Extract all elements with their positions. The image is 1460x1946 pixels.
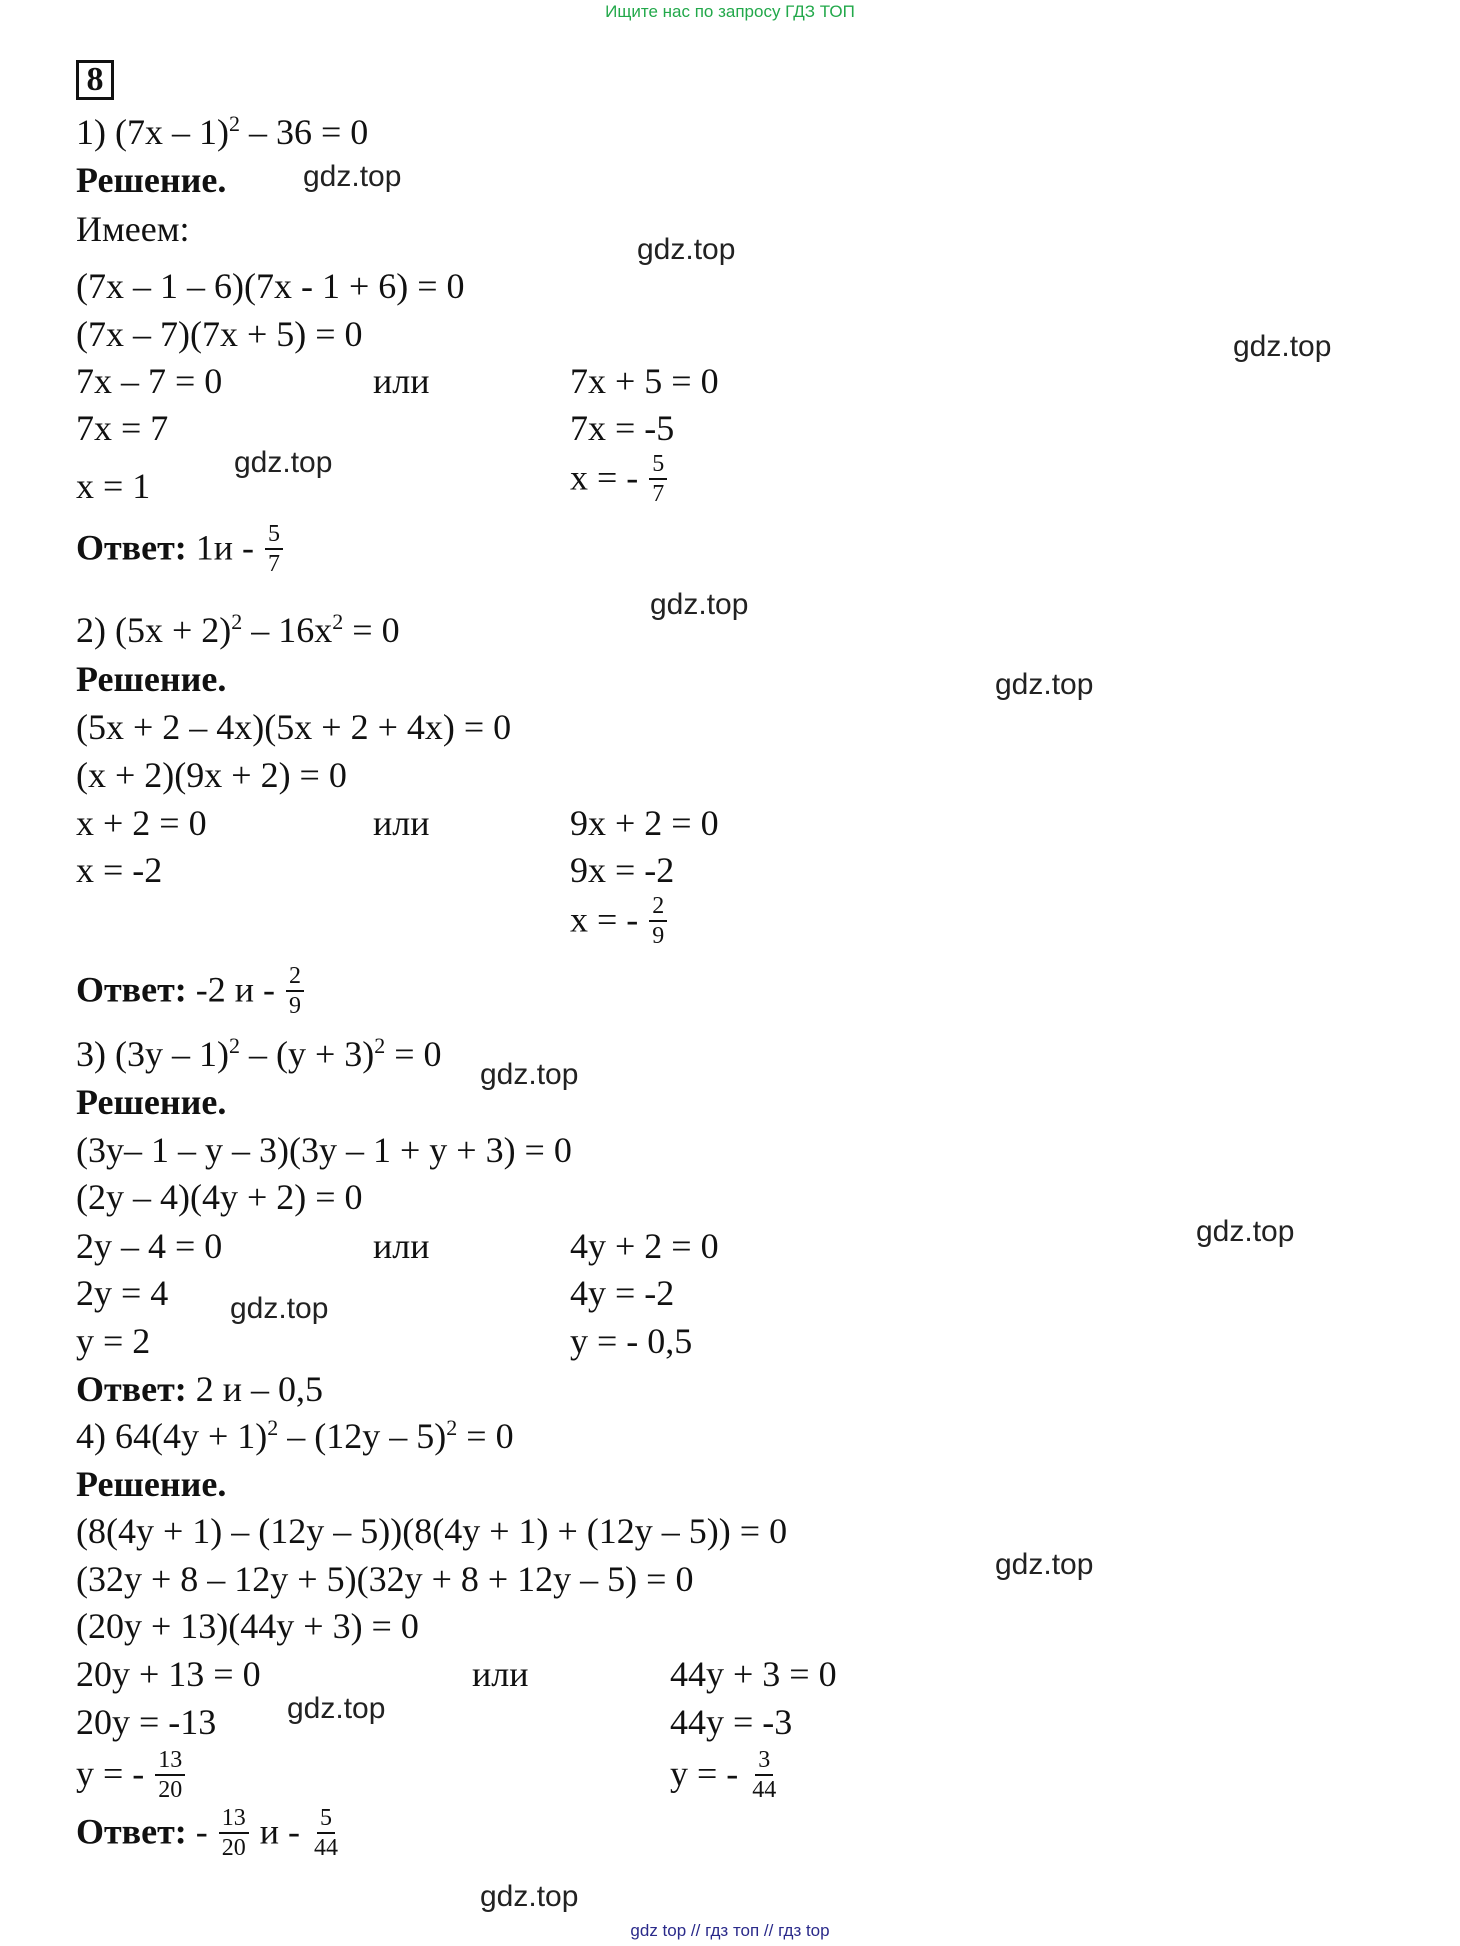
watermark: gdz.top (995, 668, 1094, 701)
p1-right1: 7x + 5 = 0 (570, 361, 719, 401)
p3-step2: (2y – 4)(4y + 2) = 0 (76, 1177, 363, 1217)
p2-step1: (5x + 2 – 4x)(5x + 2 + 4x) = 0 (76, 707, 512, 747)
p3-solution-label: Решение. (76, 1082, 227, 1122)
p1-right3-fraction: $\frac{5}{7}$ (649, 450, 667, 508)
p2-answer: Ответ: -2 и - $\frac{2}{9}$ (76, 964, 306, 1022)
p2-title: 2) $(5x + 2)^2 - 16x^2 = 0$ (76, 609, 400, 650)
p1-answer: Ответ: 1и - $\frac{5}{7}$ (76, 522, 285, 580)
p3-right3: y = - 0,5 (570, 1321, 693, 1361)
p1-or: или (373, 361, 430, 401)
p1-title: 1) (7x – 1)$^2$ – 36 = 0 (76, 111, 369, 152)
p2-right1: 9x + 2 = 0 (570, 803, 719, 843)
p3-or: или (373, 1226, 430, 1266)
p4-left3-fraction: $\frac{13}{20}$ (155, 1746, 185, 1804)
p2-right3-fraction: $\frac{2}{9}$ (649, 892, 667, 950)
p4-left2: 20y = -13 (76, 1702, 217, 1742)
p4-answer-fraction-1: $\frac{13}{20}$ (219, 1804, 249, 1862)
p4-right1: 44y + 3 = 0 (670, 1654, 837, 1694)
watermark: gdz.top (650, 588, 749, 621)
p1-solution-label: Решение. (76, 160, 227, 200)
p2-or: или (373, 803, 430, 843)
p1-intro: Имеем: (76, 209, 190, 249)
watermark: gdz.top (230, 1292, 329, 1325)
watermark: gdz.top (480, 1058, 579, 1091)
p1-left1: 7x – 7 = 0 (76, 361, 223, 401)
header-text: Ищите нас по запросу ГДЗ ТОП (605, 2, 855, 21)
p4-step1: (8(4y + 1) – (12y – 5))(8(4y + 1) + (12y – 5)) = 0 (76, 1511, 788, 1551)
p1-right3: x = - $\frac{5}{7}$ (570, 452, 669, 510)
p2-left2: x = -2 (76, 850, 163, 890)
p3-left3: y = 2 (76, 1321, 151, 1361)
p4-right3: y = - $\frac{3}{44}$ (670, 1748, 781, 1806)
p1-right2: 7x = -5 (570, 408, 675, 448)
watermark: gdz.top (234, 446, 333, 479)
watermark: gdz.top (1196, 1215, 1295, 1248)
p3-right1: 4y + 2 = 0 (570, 1226, 719, 1266)
p4-title: 4) $64(4y + 1)^2 - (12y - 5)^2 = 0$ (76, 1415, 514, 1456)
p3-left1: 2y – 4 = 0 (76, 1226, 223, 1266)
p4-right2: 44y = -3 (670, 1702, 793, 1742)
watermark: gdz.top (637, 233, 736, 266)
p1-left2: 7x = 7 (76, 408, 169, 448)
p3-right2: 4y = -2 (570, 1273, 675, 1313)
p1-left3: x = 1 (76, 466, 151, 506)
task-number: 8 (76, 60, 114, 100)
p4-or: или (472, 1654, 529, 1694)
p1-step1: (7x – 1 – 6)(7x - 1 + 6) = 0 (76, 266, 465, 306)
p2-left1: x + 2 = 0 (76, 803, 207, 843)
p2-right2: 9x = -2 (570, 850, 675, 890)
p4-right3-fraction: $\frac{3}{44}$ (752, 1747, 777, 1803)
watermark: gdz.top (287, 1692, 386, 1725)
watermark: gdz.top (1233, 330, 1332, 363)
p2-right3: x = - $\frac{2}{9}$ (570, 894, 669, 952)
footer-text: gdz top // гдз топ // гдз top (630, 1921, 830, 1940)
p3-left2: 2y = 4 (76, 1273, 169, 1313)
p4-step2: (32y + 8 – 12y + 5)(32y + 8 + 12y – 5) = 0 (76, 1559, 694, 1599)
p2-step2: (x + 2)(9x + 2) = 0 (76, 755, 347, 795)
p4-step3: (20y + 13)(44y + 3) = 0 (76, 1606, 419, 1646)
p3-answer: Ответ: 2 и – 0,5 (76, 1369, 324, 1409)
watermark: gdz.top (480, 1880, 579, 1913)
p3-title: 3) $(3y - 1)^2 - (y + 3)^2 = 0$ (76, 1033, 442, 1074)
p1-step2: (7x – 7)(7x + 5) = 0 (76, 314, 363, 354)
p4-left3: y = - $\frac{13}{20}$ (76, 1748, 187, 1806)
p2-solution-label: Решение. (76, 659, 227, 699)
p4-answer-fraction-2: $\frac{5}{44}$ (314, 1805, 339, 1861)
p4-left1: 20y + 13 = 0 (76, 1654, 261, 1694)
p4-solution-label: Решение. (76, 1464, 227, 1504)
watermark: gdz.top (303, 160, 402, 193)
p3-step1: (3y– 1 – y – 3)(3y – 1 + y + 3) = 0 (76, 1130, 572, 1170)
watermark: gdz.top (995, 1548, 1094, 1581)
p1-answer-fraction: $\frac{5}{7}$ (265, 520, 283, 578)
p4-answer: Ответ: - $\frac{13}{20}$ и - $\frac{5}{44}$ (76, 1806, 343, 1864)
p2-answer-fraction: $\frac{2}{9}$ (286, 962, 304, 1020)
